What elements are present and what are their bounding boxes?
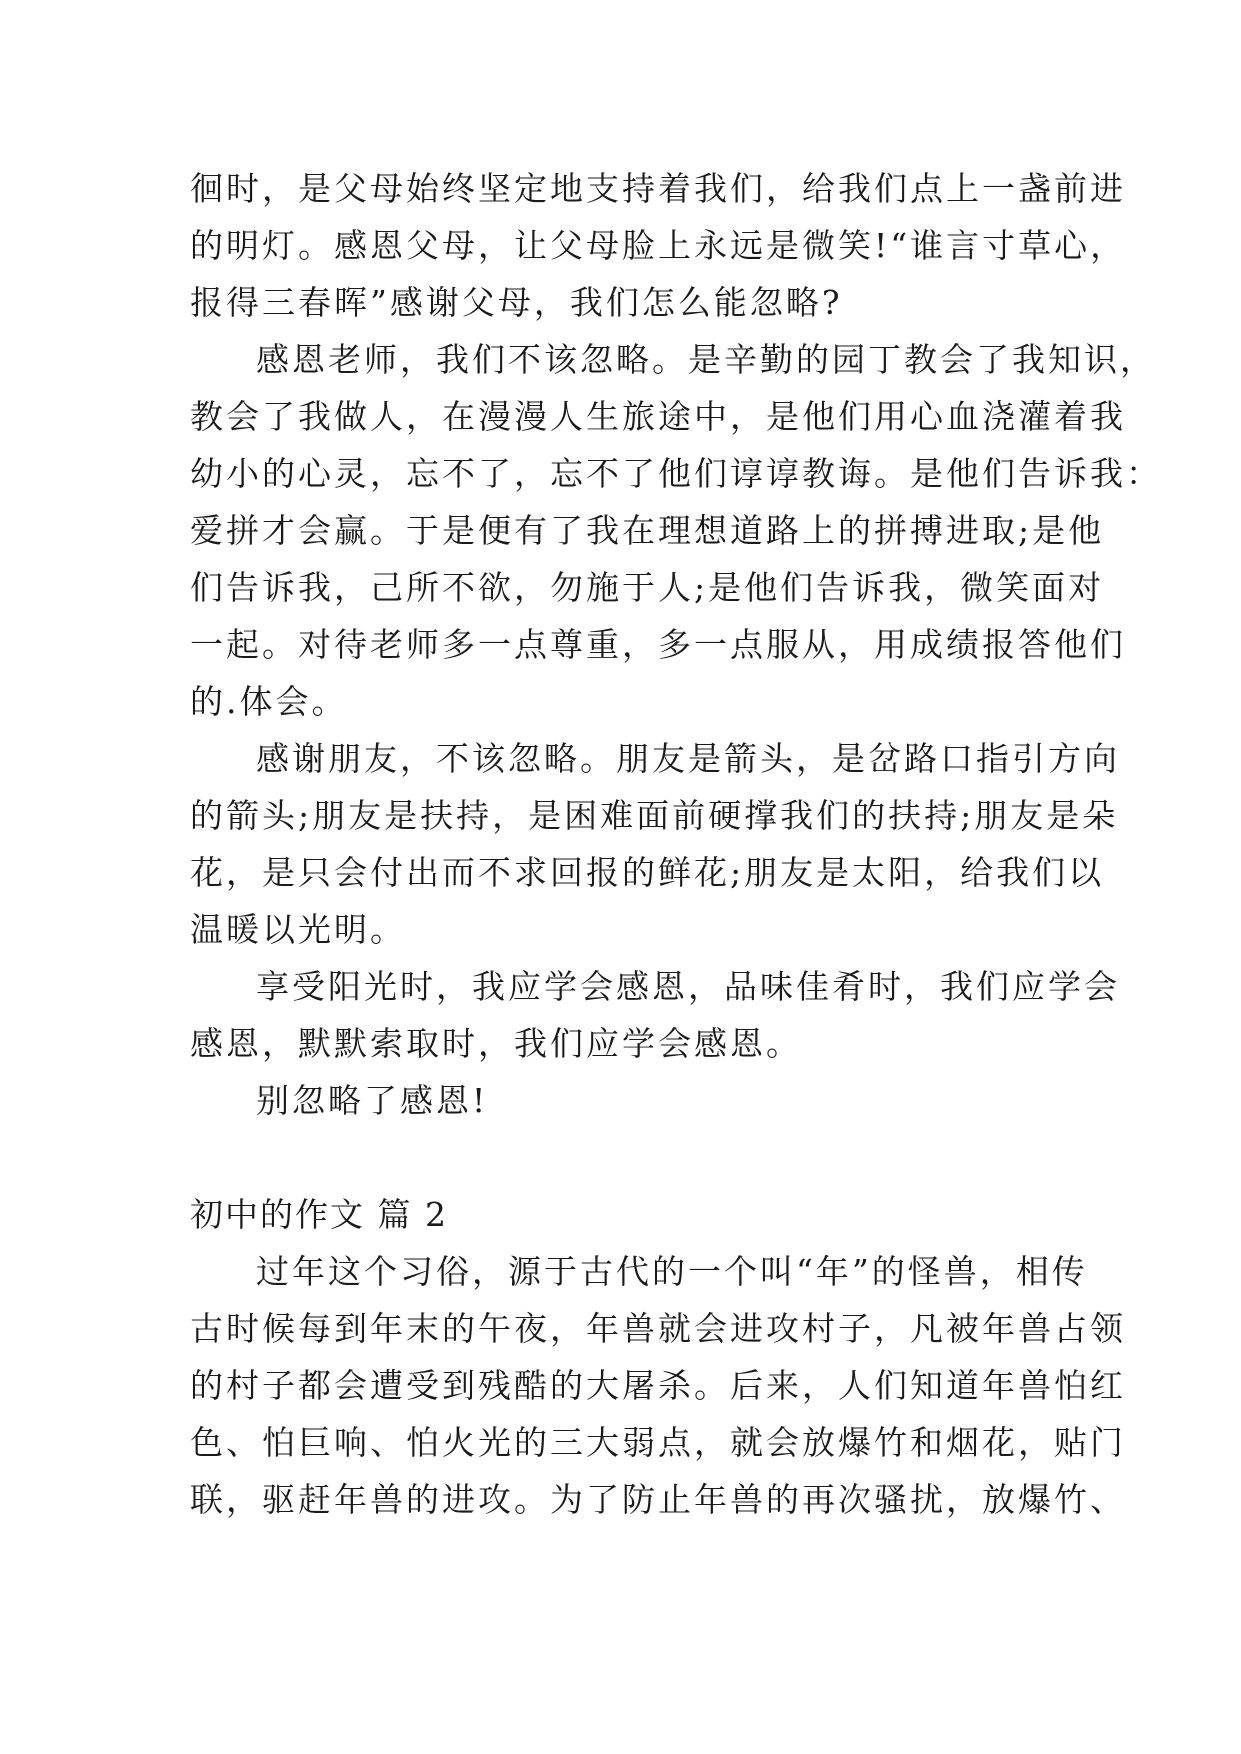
paragraph-new-year (190, 1243, 1126, 1528)
text-line: 过年这个习俗，源于古代的一个叫“年”的怪兽，相传 (256, 1252, 1088, 1291)
section-heading: 初中的作文 篇 2 (190, 1195, 448, 1234)
text-line: 的明灯。感恩父母，让父母脸上永远是微笑!“谁言寸草心， (190, 226, 1127, 265)
text-line: 温暖以光明。 (190, 910, 406, 949)
text-line: 色、怕巨响、怕火光的三大弱点，就会放爆竹和烟花，贴门 (190, 1423, 1126, 1462)
text-line: 教会了我做人，在漫漫人生旅途中，是他们用心血浇灌着我 (190, 397, 1126, 436)
text-line: 享受阳光时，我应学会感恩，品味佳肴时，我们应学会 (256, 967, 1120, 1006)
text-line: 花，是只会付出而不求回报的鲜花;朋友是太阳，给我们以 (190, 853, 1105, 892)
paragraph-gratitude (190, 958, 1120, 1072)
text-line: 幼小的心灵，忘不了，忘不了他们谆谆教诲。是他们告诉我： (190, 454, 1162, 493)
paragraph-friends (190, 730, 1120, 958)
text-line: 感恩，默默索取时，我们应学会感恩。 (190, 1024, 802, 1063)
essay-text (190, 160, 1162, 1528)
text-line: 爱拼才会赢。于是便有了我在理想道路上的拼搏进取;是他 (190, 511, 1105, 550)
text-line: 报得三春晖”感谢父母，我们怎么能忽略? (190, 283, 843, 322)
text-line: 感恩老师，我们不该忽略。是辛勤的园丁教会了我知识， (256, 340, 1156, 379)
paragraph-teachers (190, 331, 1162, 730)
text-line: 徊时，是父母始终坚定地支持着我们，给我们点上一盏前进 (190, 169, 1126, 208)
text-line: 的.体会。 (190, 682, 348, 721)
text-line: 的箭头;朋友是扶持，是困难面前硬撑我们的扶持;朋友是朵 (190, 796, 1119, 835)
text-line: 古时候每到年末的午夜，年兽就会进攻村子，凡被年兽占领 (190, 1309, 1126, 1348)
text-line: 别忽略了感恩! (256, 1081, 489, 1120)
text-line: 一起。对待老师多一点尊重，多一点服从，用成绩报答他们 (190, 625, 1126, 664)
text-line: 的村子都会遭受到残酷的大屠杀。后来，人们知道年兽怕红 (190, 1366, 1126, 1405)
paragraph-closing (190, 1072, 1070, 1129)
text-line: 们告诉我，己所不欲，勿施于人;是他们告诉我，微笑面对 (190, 568, 1105, 607)
paragraph-gap (190, 1129, 1070, 1186)
text-line: 联，驱赶年兽的进攻。为了防止年兽的再次骚扰，放爆竹、 (190, 1480, 1126, 1519)
text-line: 感谢朋友，不该忽略。朋友是箭头，是岔路口指引方向 (256, 739, 1120, 778)
paragraph-parents (190, 160, 1127, 331)
